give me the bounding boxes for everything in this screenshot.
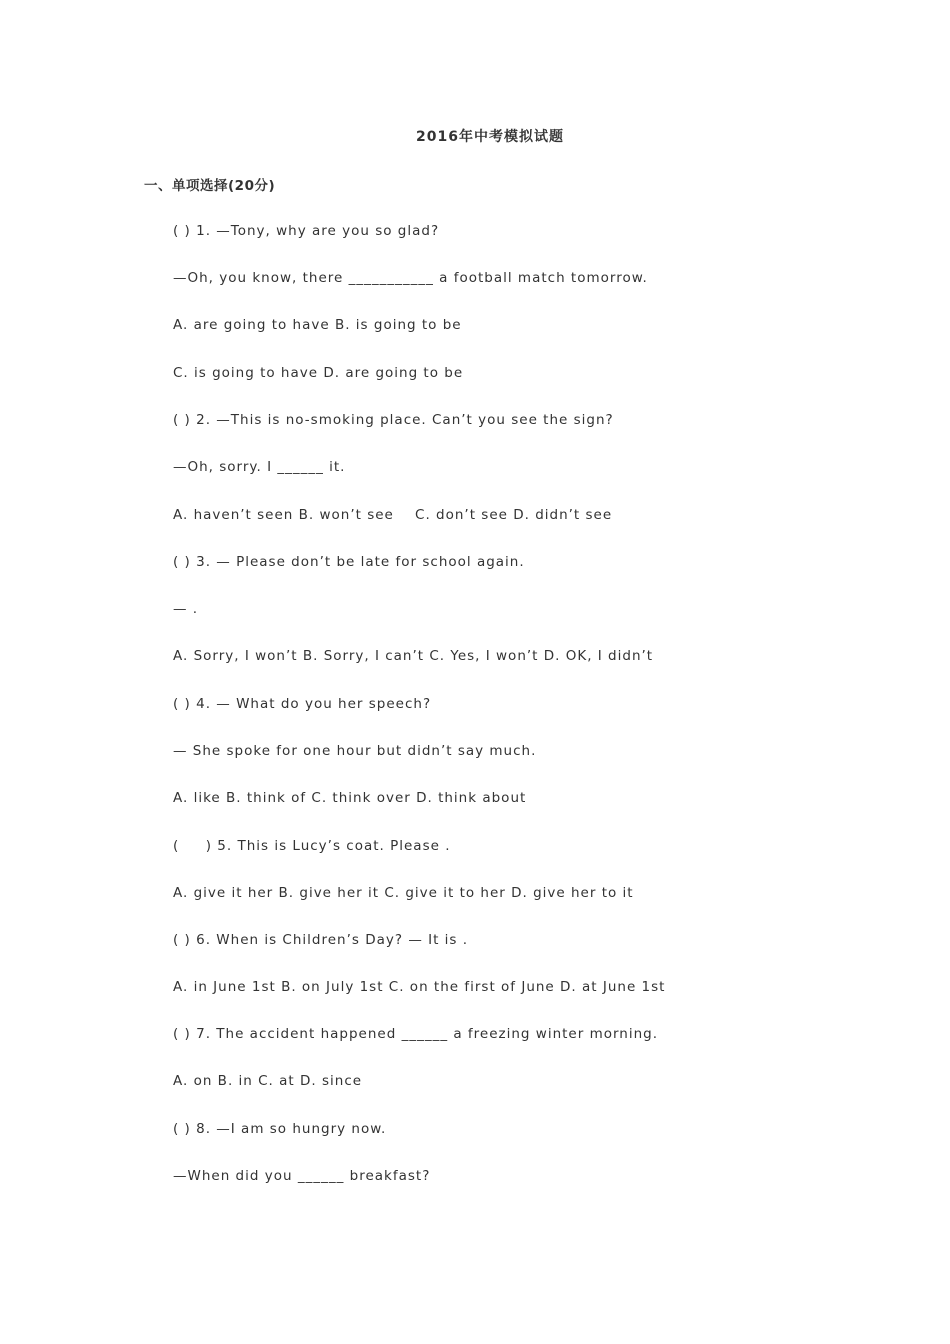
question-line: ( ) 5. This is Lucy’s coat. Please . [173,838,451,854]
option-line: A. on B. in C. at D. since [173,1073,363,1089]
question-line: ( ) 4. — What do you her speech? [173,696,432,712]
option-line: A. are going to have B. is going to be [173,317,462,333]
option-line: A. in June 1st B. on July 1st C. on the first of June D. at June 1st [173,979,666,995]
question-line: — . [173,601,199,617]
option-line: A. like B. think of C. think over D. think about [173,790,527,806]
option-line: A. Sorry, I won’t B. Sorry, I can’t C. Yes, I won’t D. OK, I didn’t [173,648,654,664]
section-heading: 一、单项选择(20分) [144,178,276,194]
question-line: —Oh, you know, there ___________ a football match tomorrow. [173,270,648,286]
question-line: ( ) 6. When is Children’s Day? — It is . [173,932,469,948]
option-line: C. is going to have D. are going to be [173,365,464,381]
question-line: ( ) 8. —I am so hungry now. [173,1121,387,1137]
page-title: 2016年中考模拟试题 [416,129,564,145]
question-line: —Oh, sorry. I ______ it. [173,459,346,475]
question-line: ( ) 2. —This is no-smoking place. Can’t you see the sign? [173,412,614,428]
question-line: — She spoke for one hour but didn’t say much. [173,743,537,759]
option-line: A. give it her B. give her it C. give it to her D. give her to it [173,885,634,901]
question-line: ( ) 7. The accident happened ______ a freezing winter morning. [173,1026,659,1042]
question-line: ( ) 3. — Please don’t be late for school again. [173,554,525,570]
question-line: ( ) 1. —Tony, why are you so glad? [173,223,440,239]
option-line: A. haven’t seen B. won’t see C. don’t see D. didn’t see [173,507,613,523]
question-line: —When did you ______ breakfast? [173,1168,431,1184]
